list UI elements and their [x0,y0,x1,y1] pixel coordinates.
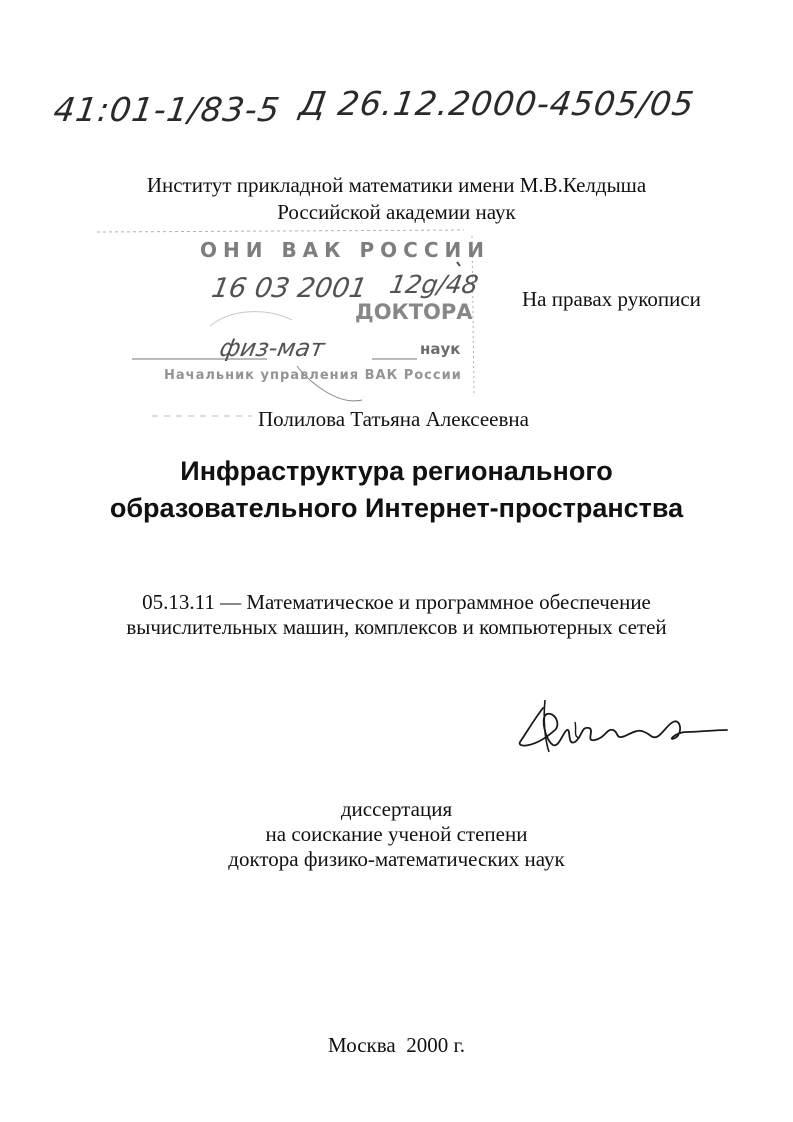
stamp-science-word: наук [420,340,461,358]
title-line-1: Инфраструктура регионального [180,456,613,486]
author-name: Полилова Татьяна Алексеевна [258,407,529,431]
institute-heading [0,172,793,226]
stamp-header: ОНИ ВАК РОССИИ [200,238,490,262]
institute-name: Институт прикладной математики имени М.В.Келдыша [146,173,647,197]
specialty-code [0,590,793,640]
handwritten-registration-date: Д 26.12.2000-4505/05 [297,84,697,123]
stamp-degree: ДОКТОРА [355,300,473,324]
thesis-line-3: доктора физико-математических наук [228,847,565,871]
vak-stamp [92,228,490,428]
author-signature [515,690,730,770]
thesis-description [0,797,793,872]
thesis-line-2: на соискание ученой степени [265,822,528,846]
thesis-line-1: диссертация [340,797,453,821]
institute-academy: Российской академии наук [277,200,516,224]
dissertation-title [0,453,793,527]
manuscript-rights-note: На правах рукописи [522,287,701,311]
city-year: Москва 2000 г. [328,1033,465,1057]
handwritten-record-number: 41:01-1/83-5 [51,90,283,129]
stamp-field: физ-мат [217,334,327,362]
title-line-2: образовательного Интернет-пространства [109,493,684,523]
stamp-date: 16 03 2001 [209,273,370,304]
stamp-number: 12g/48 [387,270,481,299]
stamp-footer: Начальник управления ВАК России [164,368,462,383]
specialty-line-1: 05.13.11 — Математическое и программное обеспечение [142,590,651,614]
specialty-line-2: вычислительных машин, комплексов и компьютерных сетей [126,615,667,639]
